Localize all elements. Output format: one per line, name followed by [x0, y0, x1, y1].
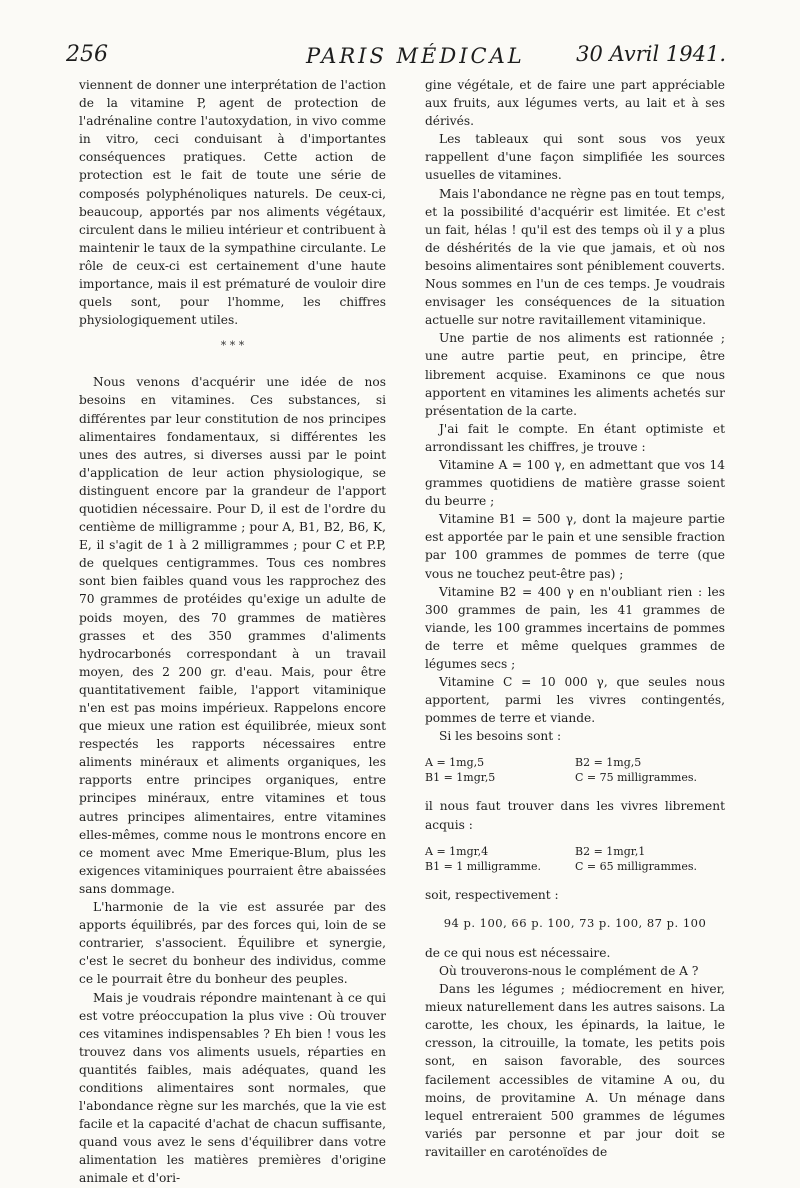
paragraph: L'harmonie de la vie est assurée par des apports équilibrés, par des forces qui, loin de se contrarier, s'associent. Équilibre et synergie, c'est le secret du bonheur des individus, comme ce le pourrait être du bonheur des peuples.	[79, 900, 386, 987]
acquire-a: A = 1mgr,4	[425, 844, 489, 858]
paragraph: J'ai fait le compte. En étant optimiste et arrondissant les chiffres, je trouve :	[425, 421, 725, 454]
paragraph: Dans les légumes ; médiocrement en hiver, mieux naturellement dans les autres saisons. La carotte, les choux, les épinards, la laitue, le cresson, la citrouille, la tomate, les petits pois sont, en saison favorable, des sources facilement accessibles de vitamine A ou, du moins, de provitamine A. Un ménage dans lequel entreraient 500 grammes de légumes variés par personne et par jour doit se ravitailler en caroténoïdes de	[425, 982, 725, 1159]
needs-c: C = 75 milligrammes.	[575, 771, 697, 785]
paragraph: gine végétale, et de faire une part appréciable aux fruits, aux légumes verts, au lait et à ses dérivés.	[425, 78, 725, 129]
percentages-line: 94 p. 100, 66 p. 100, 73 p. 100, 87 p. 100	[443, 915, 707, 930]
paragraph: Nous venons d'acquérir une idée de nos besoins en vitamines. Ces substances, si différentes par leur constitution de nos principes alimentaires fondamentaux, si différentes les unes des autres, si diverses aussi par le point d'application de leur action physiologique, se distinguent encore par la grandeur de l'apport quotidien nécessaire. Pour D, il est de l'ordre du centième de milligramme ; pour A, B1, B2, B6, K, E, il s'agit de 1 à 2 milligrammes ; pour C et P.P, de quelques centigrammes. Tous ces nombres sont bien faibles quand vous les rapprochez des 70 grammes de protéides qu'exige un adulte de poids moyen, des 70 grammes de matières grasses et des 350 grammes d'aliments hydrocarbonés correspondant à un travail moyen, des 2 200 gr. d'eau. Mais, pour être quantitativement faible, l'apport vitaminique n'en est pas moins impérieux. Rappelons encore que mieux une ration est équilibrée, mieux sont respectés les rapports nécessaires entre aliments minéraux et aliments organiques, les rapports entre principes organiques, entre principes minéraux, entre vitamines et tous autres principes alimentaires, entre vitamines elles-mêmes, comme nous le montrons encore en ce moment avec Mme Emerique-Blum, plus les exigences vitaminiques pourraient être abaissées sans dommage.	[79, 375, 386, 896]
acquire-table	[425, 844, 725, 874]
section-separator: * * *	[220, 339, 245, 353]
paragraph: Les tableaux qui sont sous vos yeux rappellent d'une façon simplifiée les sources usuelles de vitamines.	[425, 132, 725, 183]
left-column	[79, 76, 386, 1188]
page-number: 256	[66, 42, 108, 67]
needs-table	[425, 755, 725, 785]
paragraph: Une partie de nos aliments est rationnée ; une autre partie peut, en principe, être librement acquise. Examinons ce que nous apportent en vitamines les aliments achetés sur présentation de la carte.	[425, 331, 725, 418]
paragraph: Vitamine B2 = 400 γ en n'oubliant rien : les 300 grammes de pain, les 41 grammes de viande, les 100 grammes incertains de pommes de terre et même quelques grammes de légumes secs ;	[425, 584, 725, 671]
paragraph: viennent de donner une interprétation de l'action de la vitamine P, agent de protection de l'adrénaline contre l'autoxydation, in vivo comme in vitro, ceci conduisant à d'importantes conséquences pratiques. Cette action de protection est le fait de toute une série de composés polyphénoliques naturels. De ceux-ci, beaucoup, apportés par nos aliments végétaux, circulent dans le milieu intérieur et contribuent à maintenir le taux de la sympathine circulante. Le rôle de ceux-ci est certainement d'une haute importance, mais il est prématuré de vouloir dire quels sont, pour l'homme, les chiffres physiologiquement utiles.	[79, 78, 386, 328]
acquire-b2: B2 = 1mgr,1	[575, 844, 646, 858]
paragraph: Vitamine B1 = 500 γ, dont la majeure partie est apportée par le pain et une sensible fraction par 100 grammes de pommes de terre (que vous ne touchez peut-être pas) ;	[425, 512, 725, 581]
acquire-b1: B1 = 1 milligramme.	[425, 859, 542, 873]
paragraph: Mais je voudrais répondre maintenant à ce qui est votre préoccupation la plus vive : Où trouver ces vitamines indispensables ? Eh bien ! vous les trouvez dans vos aliments usuels, réparties en quantités faibles, mais adéquates, quand les conditions alimentaires sont normales, que l'abondance règne sur les marchés, que la vie est facile et la capacité d'achat de chacun suffisante, quand vous avez le sens d'équilibrer dans votre alimentation les matières premières d'origine animale et d'ori-	[79, 990, 386, 1186]
paragraph: Vitamine C = 10 000 γ, que seules nous apportent, parmi les vivres contingentés, pommes de terre et viande.	[425, 675, 725, 726]
paragraph: de ce qui nous est nécessaire.	[425, 945, 611, 960]
right-column	[425, 76, 725, 1161]
page-header	[66, 42, 726, 76]
journal-title: PARIS MÉDICAL	[306, 44, 525, 68]
paragraph: Où trouverons-nous le complément de A ?	[439, 963, 699, 978]
paragraph: Si les besoins sont :	[439, 729, 562, 744]
acquire-c: C = 65 milligrammes.	[575, 859, 697, 873]
paragraph: Mais l'abondance ne règne pas en tout temps, et la possibilité d'acquérir est limitée. Et c'est un fait, hélas ! qu'il est des temps où il y a plus de déshérités de la vie que jamais, et où nos besoins alimentaires sont péniblement couverts. Nous sommes en l'un de ces temps. Je voudrais envisager les conséquences de la situation actuelle sur notre ravitaillement vitaminique.	[425, 186, 725, 328]
paragraph: Vitamine A = 100 γ, en admettant que vos 14 grammes quotidiens de matière grasse soient du beurre ;	[425, 457, 725, 509]
paragraph: il nous faut trouver dans les vivres librement acquis :	[425, 799, 725, 832]
needs-b1: B1 = 1mgr,5	[425, 771, 496, 785]
needs-a: A = 1mg,5	[425, 756, 485, 770]
issue-date: 30 Avril 1941.	[576, 42, 726, 66]
needs-b2: B2 = 1mg,5	[575, 756, 642, 770]
paragraph: soit, respectivement :	[425, 887, 559, 902]
